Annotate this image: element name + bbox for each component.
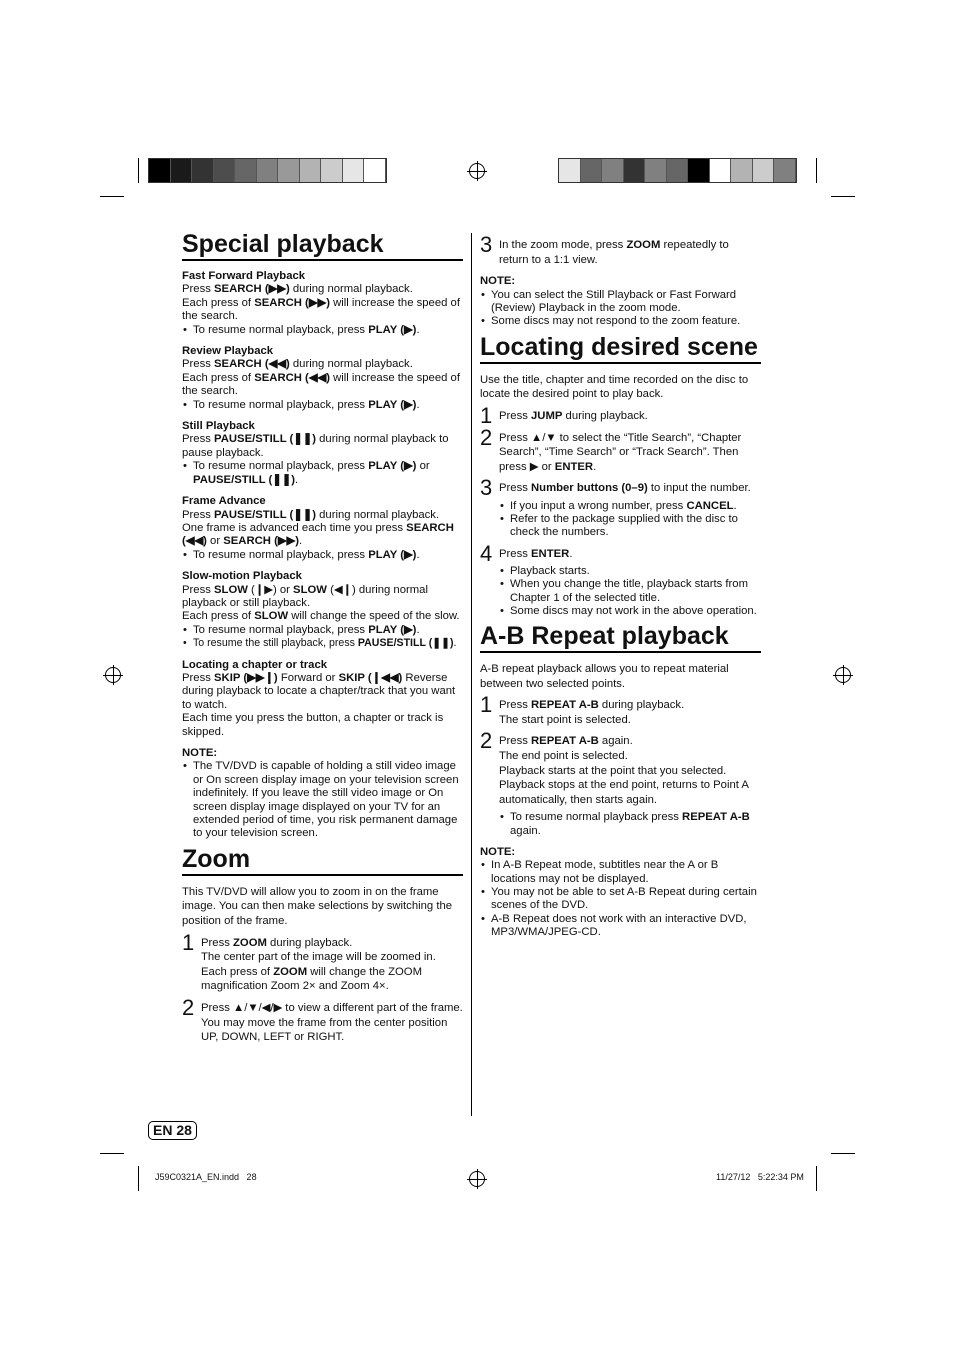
step-item [182,929,463,994]
text: Use the title, chapter and time recorded on the disc to locate the desired point to play back. [480,373,749,401]
step-item [182,995,463,1045]
bold-text: JUMP [531,410,563,422]
bold-text: SLOW [293,583,327,596]
color-swatch [731,159,753,182]
text: A-B Repeat does not work with an interactive DVD, MP3/WMA/JPEG-CD. [491,912,747,939]
step-number: 2 [480,424,493,450]
paragraph [182,283,463,296]
step-item [480,403,761,428]
paragraph [182,358,463,371]
note-label [480,846,761,859]
bold-text: ZOOM [273,965,308,978]
text: The TV/DVD is capable of holding a still video image or On screen display image on your television screen indefinitely. If you leave the still video image or On screen display image displayed on your TV for an extended period of time, you risk permanent damage to your television screen. [193,760,459,840]
print-timestamp: 11/27/12 5:22:34 PM [716,1172,804,1182]
text: A-B repeat playback allows you to repeat material between two selected points. [480,662,729,690]
step-text [499,713,761,728]
text: Each press of [201,965,274,978]
text: . [416,398,420,411]
paragraph [182,372,463,399]
bold-text: ZOOM [626,239,661,251]
crop-mark [100,196,124,197]
text: NOTE: [182,747,218,759]
step-text [499,409,761,424]
color-swatch [602,159,624,182]
text: . [416,323,420,336]
bullet-item [182,549,463,562]
step-bullet [499,565,761,578]
step-text [499,764,761,779]
text: Some discs may not work in the above operation. [510,604,757,617]
color-bar-left [148,158,387,183]
paragraph [182,522,463,549]
section-heading [182,230,463,261]
step-item [480,540,761,618]
bullet-item [480,289,761,316]
bold-text: PLAY (▶) [368,548,417,561]
text: (❙▶) or [247,583,294,596]
text: The start point is selected. [499,713,631,726]
step-bullet [499,513,761,539]
text: Still Playback [182,420,255,433]
text: To resume the still playback, press [193,637,358,650]
text: One frame is advanced each time you press [182,521,407,534]
bullet-item [182,624,463,637]
text: When you change the title, playback starts from Chapter 1 of the selected title. [510,578,748,604]
text: will increase the speed of the search. [182,371,460,398]
text: Each press of [182,610,255,623]
text: Press [182,508,215,521]
bold-text: ENTER [531,547,570,560]
text: The center part of the image will be zoomed in. [201,951,436,964]
intro-paragraph [480,373,761,402]
text: Some discs may not respond to the zoom feature. [491,315,741,328]
section-heading [182,845,463,876]
bold-text: PLAY (▶) [368,460,417,473]
bold-text: CANCEL [686,499,734,512]
color-swatch [581,159,603,182]
text: will change the ZOOM magnification Zoom 2× and Zoom 4×. [201,965,423,993]
text: . [733,499,737,512]
subsection-heading [182,345,463,358]
section-heading [480,622,761,653]
text: during normal playback. [289,358,413,371]
bold-text: PLAY (▶) [368,323,417,336]
color-swatch [278,159,300,182]
step-bullet [499,811,761,837]
text: The end point is selected. [499,749,628,762]
text: You may move the frame from the center position UP, DOWN, LEFT or RIGHT. [201,1016,448,1044]
file-name: J59C0321A_EN.indd 28 [155,1172,257,1182]
bold-text: SEARCH (▶▶) [254,296,330,309]
bold-text: SLOW [254,610,289,623]
step-item [480,475,761,539]
text: Reverse during playback to locate a chapter/track that you want to watch. [182,671,456,711]
text: To resume normal playback, press [193,398,369,411]
bold-text: ENTER [554,460,594,473]
text: Playback starts. [510,565,590,578]
note-label [480,275,761,288]
text: Playback starts at the point that you selected. [499,764,727,777]
crop-mark [138,158,139,183]
paragraph [182,672,463,712]
text: Playback stops at the end point, returns to Point A automatically, then starts again. [499,779,749,806]
color-swatch [688,159,710,182]
note-label [182,747,463,760]
subsection-heading [182,420,463,433]
text: Press [201,936,234,949]
column-divider [471,233,472,1116]
text: Fast Forward Playback [182,270,306,282]
text: To resume normal playback, press [193,548,369,561]
step-text [499,431,761,475]
color-swatch [364,159,386,182]
text: . [593,460,597,473]
step-text [499,778,761,807]
text: will change the speed of the slow. [288,610,460,623]
color-swatch [171,159,193,182]
text: during playback. [562,410,648,422]
step-bullet [499,578,761,604]
color-swatch [192,159,214,182]
bullet-item [480,859,761,886]
bold-text: Number buttons (0–9) [531,482,648,495]
bold-text: REPEAT A-B [531,699,599,712]
step-text [499,238,761,267]
text: to input the number. [647,482,751,495]
color-swatch [710,159,732,182]
text: will increase the speed of the search. [182,296,460,323]
bullet-item [182,324,463,337]
bullet-item [480,913,761,940]
step-number: 3 [480,232,493,257]
bold-text: PLAY (▶) [368,398,417,411]
step-item [480,692,761,727]
text: To resume normal playback, press [193,460,369,473]
crop-mark [138,1166,139,1191]
intro-paragraph [182,885,463,929]
crop-mark [816,1166,817,1191]
bold-text: SEARCH (▶▶) [214,283,290,296]
color-swatch [774,159,796,182]
step-number: 3 [480,475,493,501]
step-text [201,950,463,965]
step-item [480,424,761,475]
crop-mark [816,158,817,183]
text: Forward or [277,671,339,684]
crop-mark [100,1153,124,1154]
text: or [206,535,224,548]
bullet-item [480,315,761,328]
text: This TV/DVD will allow you to zoom in on the frame image. You can then make selections by switching the position of the frame. [182,885,453,928]
subsection-heading [182,659,463,672]
subsection-heading [182,270,463,283]
paragraph [182,433,463,460]
text: Press [182,358,215,371]
bold-text: REPEAT A-B [531,735,599,748]
text: Refer to the package supplied with the disc to check the numbers. [510,513,738,539]
page-number-badge: EN 28 [148,1121,197,1140]
registration-mark-icon [105,667,121,683]
text: Press [499,735,532,748]
bullet-item [182,637,463,650]
step-text [201,936,463,951]
text: again. [598,735,633,748]
subsection-heading [182,570,463,583]
step-bullet [499,500,761,513]
text: . [416,548,420,561]
registration-mark-icon [469,163,485,179]
step-text [499,734,761,749]
bold-text: PAUSE/STILL (❚❚) [193,473,295,486]
color-swatch [300,159,322,182]
text: A-B Repeat playback [480,621,729,650]
text: NOTE: [480,275,516,288]
color-swatch [753,159,775,182]
text: In the zoom mode, press [499,239,627,251]
color-swatch [343,159,365,182]
step-text [499,481,761,496]
text: To resume normal playback, press [193,623,369,636]
text: Press [499,547,532,560]
text: NOTE: [480,845,516,858]
step-bullet [499,605,761,618]
text: Review Playback [182,345,274,358]
bullet-item [182,399,463,412]
text: Press [182,283,215,296]
text: . [453,637,457,650]
color-swatch [624,159,646,182]
text: Press [182,671,215,684]
bold-text: SEARCH (▶▶) [223,535,299,548]
paragraph [182,509,463,522]
text: Frame Advance [182,495,266,508]
bullet-item [182,760,463,840]
bold-text: SEARCH (◀◀) [182,521,454,548]
text: If you input a wrong number, press [510,499,687,512]
bullet-item [480,886,761,913]
step-number: 2 [480,728,493,754]
registration-mark-icon [469,1171,485,1187]
text: . [298,535,303,548]
color-bar-right [558,158,797,183]
text: You may not be able to set A-B Repeat during certain scenes of the DVD. [491,885,757,912]
step-text [201,1001,463,1016]
text: Press [499,482,532,495]
text: Locating a chapter or track [182,658,328,671]
color-swatch [321,159,343,182]
paragraph [182,610,463,623]
text: Zoom [182,844,251,873]
subsection-heading [182,495,463,508]
step-text [201,965,463,994]
text: Slow-motion Playback [182,570,302,583]
text: during normal playback to pause playback. [182,433,449,459]
bold-text: PLAY (▶) [368,623,417,636]
step-number: 4 [480,540,493,566]
step-item [480,232,761,267]
step-number: 2 [182,995,195,1020]
color-swatch [667,159,689,182]
text: To resume normal playback, press [193,323,369,336]
color-swatch [645,159,667,182]
step-text [499,749,761,764]
text: (◀❙) during normal playback or still playback. [182,583,428,609]
text: Press ▲/▼ to select the “Title Search”, “Chapter Search”, “Time Search” or “Track Search”. Then press ▶ or [499,431,742,473]
left-column [182,226,463,1045]
text: Press ▲/▼/◀/▶ to view a different part of the frame. [201,1002,463,1014]
crop-mark [831,1153,855,1154]
text: Each time you press the button, a chapter or track is skipped. [182,712,444,738]
text: Each press of [182,296,255,309]
bullet-item [182,460,463,487]
text: or [416,460,430,473]
color-swatch [559,159,581,182]
text: . [416,623,420,636]
bold-text: SLOW [214,583,248,596]
text: . [569,547,573,560]
color-swatch [235,159,257,182]
text: Press [182,583,215,596]
bold-text: SEARCH (◀◀) [254,371,330,384]
text: Press [182,433,215,446]
text: To resume normal playback press [510,811,683,824]
paragraph [182,584,463,611]
bold-text: PAUSE/STILL (❚❚) [214,433,317,446]
step-number: 1 [480,692,493,718]
step-text [499,698,761,713]
text: In A-B Repeat mode, subtitles near the A or B locations may not be displayed. [491,859,719,885]
text: during normal playback. [316,508,440,521]
color-swatch [149,159,171,182]
text: . [295,473,299,486]
intro-paragraph [480,662,761,691]
bold-text: SKIP (▶▶❙) [214,671,278,684]
text: during normal playback. [289,283,413,296]
bold-text: SEARCH (◀◀) [214,358,290,371]
text: again. [510,824,541,837]
text: Each press of [182,371,255,384]
step-text [499,547,761,562]
step-text [201,1016,463,1045]
step-item [480,728,761,837]
text: You can select the Still Playback or Fast Forward (Review) Playback in the zoom mode. [491,288,737,314]
bold-text: ZOOM [233,936,267,949]
color-swatch [257,159,279,182]
text: repeatedly to return to a 1:1 view. [499,239,729,266]
section-heading [480,333,761,364]
text: Locating desired scene [480,332,758,361]
step-number: 1 [480,403,493,428]
registration-mark-icon [835,667,851,683]
bold-text: REPEAT A-B [682,811,750,824]
bold-text: PAUSE/STILL (❚❚) [214,508,317,521]
text: during playback. [598,699,685,712]
step-number: 1 [182,929,195,955]
text: Press [499,410,532,422]
paragraph [182,297,463,324]
text: during playback. [266,936,353,949]
color-swatch [214,159,236,182]
crop-mark [831,196,855,197]
right-column [480,231,761,940]
text: Press [499,699,532,712]
bold-text: PAUSE/STILL (❚❚) [357,637,454,650]
paragraph [182,712,463,739]
bold-text: SKIP (❙◀◀) [338,671,403,684]
text: Special playback [182,230,384,258]
